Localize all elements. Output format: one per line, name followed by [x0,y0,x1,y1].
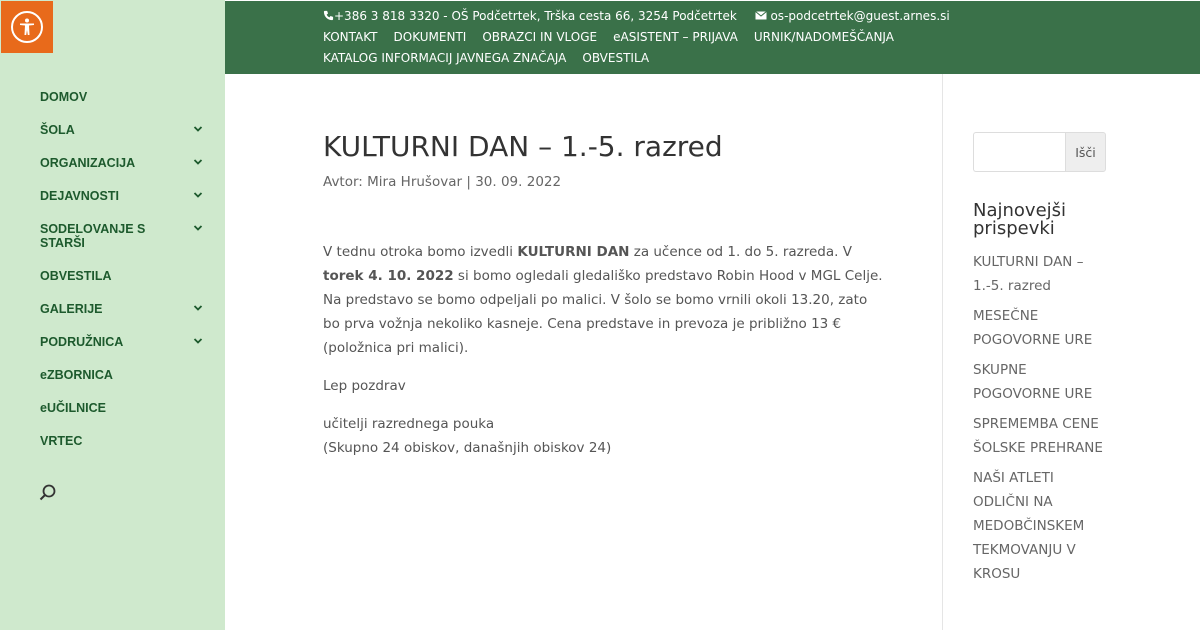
article-signature: učitelji razrednega pouka (Skupno 24 obiskov, današnjih obiskov 24) [323,416,612,456]
sidebar-divider [942,74,943,630]
post-meta: Avtor: Mira Hrušovar | 30. 09. 2022 [323,174,562,190]
sidebar-item[interactable] [40,189,150,203]
article-greeting: Lep pozdrav [323,378,406,394]
recent-post-link[interactable]: SPREMEMBA CENE ŠOLSKE PREHRANE [973,416,1103,456]
recent-post-link[interactable]: NAŠI ATLETI ODLIČNI NA MEDOBČINSKEM TEKMOVANJU V KROSU [973,470,1085,582]
sidebar-item[interactable] [40,368,150,382]
page-title: KULTURNI DAN – 1.-5. razred [323,130,723,163]
email-link[interactable]: os-podcetrtek@guest.arnes.si [755,9,950,23]
sidebar-item[interactable] [40,335,150,349]
recent-post-link[interactable]: MESEČNE POGOVORNE URE [973,308,1093,348]
chevron-down-icon[interactable] [192,123,204,135]
search-icon[interactable] [39,484,57,502]
sidebar-item[interactable] [40,401,150,415]
sidebar [0,0,225,630]
sidebar-item-label: PODRUŽNICA [40,335,124,349]
sidebar-item-label: ORGANIZACIJA [40,156,136,170]
recent-posts-list [973,250,1108,586]
top-menu-item[interactable]: KONTAKT [323,30,378,44]
email-icon [755,11,767,20]
top-menu-item[interactable]: OBVESTILA [582,51,650,65]
sidebar-item[interactable] [40,222,150,250]
article-body [323,240,885,460]
sidebar-item-label: eZBORNICA [40,368,113,382]
accessibility-icon [11,11,43,43]
phone-info: +386 3 818 3320 - OŠ Podčetrtek, Trška cesta 66, 3254 Podčetrtek [323,9,741,23]
recent-post-link[interactable]: KULTURNI DAN – 1.-5. razred [973,254,1084,294]
contact-info [323,9,964,23]
top-menu-row-1 [323,30,910,44]
phone-icon [323,10,334,21]
article-paragraph: V tednu otroka bomo izvedli KULTURNI DAN za učence od 1. do 5. razreda. V torek 4. 10. 2022 si bomo ogledali gledališko predstavo Robin Hood v MGL Celje. Na predstavo se bomo odpeljali po malici. V šolo se bomo vrnili okoli 13.20, zato bo prva vožnja nekoliko kasneje. Cena predstave in prevoza je približno 13 € (položnica pri malici). [323,244,883,356]
post-date: 30. 09. 2022 [475,174,562,190]
sidebar-item[interactable] [40,434,150,448]
search-widget [973,132,1108,172]
sidebar-item-label: ŠOLA [40,123,75,137]
top-menu-row-2 [323,51,665,65]
chevron-down-icon[interactable] [192,156,204,168]
sidebar-item-label: SODELOVANJE S STARŠI [40,222,146,250]
sidebar-item-label: OBVESTILA [40,269,112,283]
sidebar-item[interactable] [40,302,150,316]
sidebar-item[interactable] [40,123,150,137]
recent-posts-title: Najnovejši prispevki [973,200,1067,239]
top-menu-item[interactable]: KATALOG INFORMACIJ JAVNEGA ZNAČAJA [323,51,567,65]
sidebar-item-label: VRTEC [40,434,83,448]
author-link[interactable]: Mira Hrušovar [367,174,463,190]
chevron-down-icon[interactable] [192,302,204,314]
sidebar-item[interactable] [40,156,150,170]
top-menu-item[interactable]: URNIK/NADOMEŠČANJA [753,30,894,44]
top-header [225,1,1200,74]
top-menu-item[interactable]: eASISTENT – PRIJAVA [613,30,738,44]
right-sidebar [973,132,1108,592]
sidebar-item[interactable] [40,269,150,283]
chevron-down-icon[interactable] [192,222,204,234]
sidebar-item[interactable] [40,90,150,104]
recent-post-link[interactable]: SKUPNE POGOVORNE URE [973,362,1093,402]
chevron-down-icon[interactable] [192,189,204,201]
accessibility-button[interactable] [1,1,53,53]
article [323,128,885,460]
search-input[interactable] [973,132,1065,172]
search-button[interactable]: Išči [1065,132,1106,172]
top-menu-item[interactable]: OBRAZCI IN VLOGE [482,30,598,44]
chevron-down-icon[interactable] [192,335,204,347]
sidebar-item-label: DEJAVNOSTI [40,189,119,203]
sidebar-item-label: DOMOV [40,90,88,104]
sidebar-item-label: GALERIJE [40,302,103,316]
sidebar-item-label: eUČILNICE [40,401,106,415]
top-menu-item[interactable]: DOKUMENTI [393,30,467,44]
visit-counter: (Skupno 24 obiskov, današnjih obiskov 24) [323,440,612,456]
